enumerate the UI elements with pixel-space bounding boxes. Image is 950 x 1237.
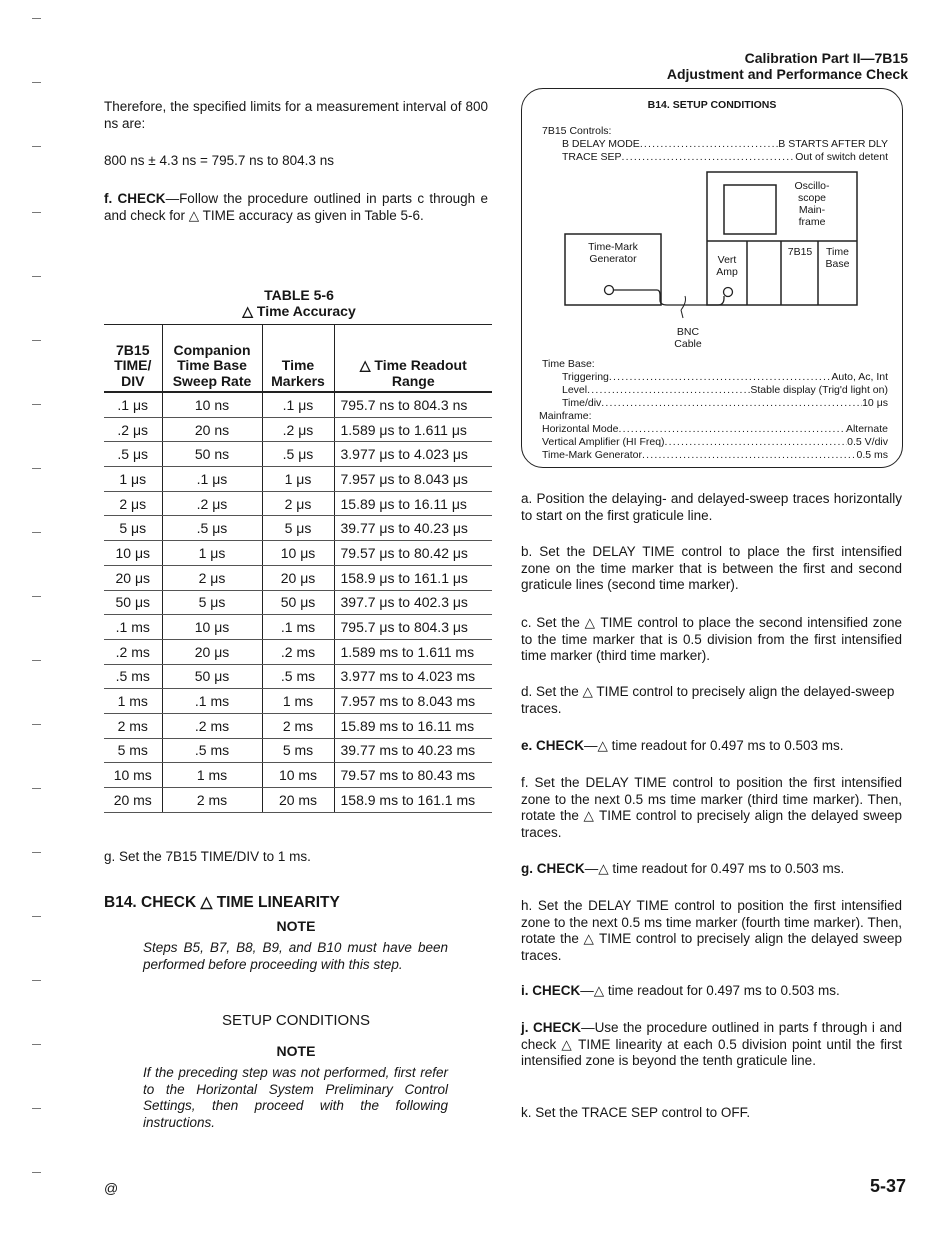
cell-time-div: .1 μs	[104, 392, 162, 417]
mainframe-setting-label: Time-Mark Generator	[542, 449, 642, 461]
mainframe-setting-label: Horizontal Mode	[542, 423, 619, 435]
cell-readout-range: 15.89 μs to 16.11 μs	[334, 491, 492, 516]
cell-sweep-rate: .5 μs	[162, 516, 262, 541]
header-title: Calibration Part II—7B15	[744, 50, 908, 66]
table-title: TABLE 5-6	[264, 287, 334, 303]
margin-mark	[32, 82, 41, 83]
table-row	[104, 788, 492, 813]
margin-mark	[32, 1044, 41, 1045]
cell-sweep-rate: 2 μs	[162, 565, 262, 590]
step-e-paragraph	[521, 738, 902, 755]
cell-time-markers: 1 ms	[262, 689, 334, 714]
cell-readout-range: 79.57 ms to 80.43 ms	[334, 763, 492, 788]
margin-mark	[32, 212, 41, 213]
dot-leader	[601, 397, 862, 410]
cell-sweep-rate: 10 ns	[162, 392, 262, 417]
control-setting	[562, 151, 888, 164]
timebase-setting-label: Triggering	[562, 371, 609, 383]
cell-sweep-rate: 50 ns	[162, 442, 262, 467]
vert-amp-label: Vert Amp	[716, 254, 738, 278]
dot-leader	[642, 449, 857, 462]
step-g-paragraph: g. Set the 7B15 TIME/DIV to 1 ms.	[104, 849, 311, 864]
cell-sweep-rate: 1 ms	[162, 763, 262, 788]
settings-section	[539, 358, 888, 462]
step-f-paragraph	[104, 191, 488, 224]
footer-symbol: @	[104, 1180, 119, 1196]
step-e-label: e. CHECK	[521, 738, 585, 753]
table-row	[104, 738, 492, 763]
cell-readout-range: 79.57 μs to 80.42 μs	[334, 541, 492, 566]
margin-mark	[32, 852, 41, 853]
cell-sweep-rate: 20 ns	[162, 417, 262, 442]
cell-time-markers: 20 ms	[262, 788, 334, 813]
oscilloscope-label: Oscillo- scope Main- frame	[794, 180, 830, 228]
step-i-paragraph	[521, 983, 902, 1000]
margin-mark	[32, 980, 41, 981]
cell-time-markers: 1 μs	[262, 467, 334, 492]
timebase-heading: Time Base:	[542, 358, 595, 370]
cell-time-div: .5 μs	[104, 442, 162, 467]
cell-time-markers: .1 μs	[262, 392, 334, 417]
table-row	[104, 763, 492, 788]
setup-conditions-heading: SETUP CONDITIONS	[221, 1012, 371, 1029]
cell-time-div: 10 μs	[104, 541, 162, 566]
note-title-2: NOTE	[276, 1043, 316, 1059]
cell-time-div: .5 ms	[104, 664, 162, 689]
cell-time-markers: .1 ms	[262, 615, 334, 640]
table-subtitle: △ Time Accuracy	[242, 303, 356, 319]
margin-mark	[32, 660, 41, 661]
section-heading: B14. CHECK △ TIME LINEARITY	[104, 894, 340, 911]
table-row	[104, 541, 492, 566]
cell-readout-range: 7.957 ms to 8.043 ms	[334, 689, 492, 714]
generator-label: Time-Mark Generator	[588, 241, 638, 265]
cell-readout-range: 3.977 ms to 4.023 ms	[334, 664, 492, 689]
margin-mark	[32, 596, 41, 597]
table-row	[104, 417, 492, 442]
table-caption	[104, 287, 494, 319]
step-i-text: —△ time readout for 0.497 ms to 0.503 ms.	[580, 983, 840, 998]
step-e-text: —△ time readout for 0.497 ms to 0.503 ms.	[584, 738, 844, 753]
cell-sweep-rate: 2 ms	[162, 788, 262, 813]
cell-time-markers: 2 μs	[262, 491, 334, 516]
margin-mark	[32, 404, 41, 405]
cell-time-markers: 10 μs	[262, 541, 334, 566]
dot-leader	[609, 371, 831, 384]
dot-leader	[640, 138, 778, 151]
cell-time-markers: 20 μs	[262, 565, 334, 590]
controls-section	[542, 125, 888, 164]
cell-readout-range: 39.77 ms to 40.23 ms	[334, 738, 492, 763]
cell-readout-range: 39.77 μs to 40.23 μs	[334, 516, 492, 541]
cell-readout-range: 15.89 ms to 16.11 ms	[334, 713, 492, 738]
timebase-setting-value: Auto, Ac, Int	[831, 371, 888, 383]
step-f-label: f. CHECK	[104, 191, 166, 206]
timebase-setting-label: Level	[562, 384, 588, 396]
step-g-right-paragraph	[521, 861, 902, 878]
mainframe-setting-value: 0.5 ms	[856, 449, 888, 461]
margin-mark	[32, 340, 41, 341]
table-row	[104, 689, 492, 714]
cell-readout-range: 795.7 ns to 804.3 ns	[334, 392, 492, 417]
cell-time-div: .2 μs	[104, 417, 162, 442]
table-row	[104, 713, 492, 738]
col-header-time-markers: Time Markers	[262, 325, 334, 393]
timebase-label: Time Base	[825, 246, 850, 270]
margin-mark	[32, 146, 41, 147]
cell-time-div: 5 ms	[104, 738, 162, 763]
mainframe-setting-value: 0.5 V/div	[847, 436, 888, 448]
margin-mark	[32, 1108, 41, 1109]
margin-mark	[32, 788, 41, 789]
cell-time-markers: 10 ms	[262, 763, 334, 788]
dot-leader	[622, 151, 796, 164]
note-title: NOTE	[276, 918, 316, 934]
control-setting	[562, 138, 888, 151]
cell-time-div: 5 μs	[104, 516, 162, 541]
cell-time-div: 50 μs	[104, 590, 162, 615]
note-text: Steps B5, B7, B8, B9, and B10 must have been performed before proceeding with this step.	[143, 940, 448, 972]
timebase-list	[542, 371, 888, 410]
setup-diagram	[521, 168, 903, 358]
step-g-label: g. CHECK	[521, 861, 585, 876]
step-k-paragraph: k. Set the TRACE SEP control to OFF.	[521, 1105, 751, 1120]
table-body	[104, 392, 492, 812]
mainframe-heading: Mainframe:	[539, 410, 592, 422]
mainframe-setting	[542, 436, 888, 449]
table-row	[104, 639, 492, 664]
mainframe-list	[542, 423, 888, 462]
margin-mark	[32, 468, 41, 469]
cell-sweep-rate: 20 μs	[162, 639, 262, 664]
step-f-text: —Follow the procedure outlined in parts c through e and check for △ TIME accuracy as given in Table 5-6.	[104, 191, 488, 223]
mainframe-setting	[542, 449, 888, 462]
timebase-setting	[562, 397, 888, 410]
cell-time-div: 20 ms	[104, 788, 162, 813]
cell-time-div: .1 ms	[104, 615, 162, 640]
page-number: 5-37	[869, 1176, 906, 1196]
cell-sweep-rate: .2 μs	[162, 491, 262, 516]
step-j-text: —Use the procedure outlined in parts f through i and check △ TIME linearity at each 0.5 division point until the first intensified zone is beyond the tenth graticule line.	[521, 1020, 902, 1068]
table-row	[104, 392, 492, 417]
step-j-paragraph	[521, 1020, 902, 1070]
cell-time-markers: .2 μs	[262, 417, 334, 442]
cell-time-div: 2 μs	[104, 491, 162, 516]
table-row	[104, 565, 492, 590]
col-header-sweep-rate: Companion Time Base Sweep Rate	[162, 325, 262, 393]
cell-time-markers: 50 μs	[262, 590, 334, 615]
step-c-paragraph: c. Set the △ TIME control to place the second intensified zone to the time marker that is 0.5 division from the first intensified time marker (third time marker).	[521, 615, 902, 663]
vert-amp-input-connector	[724, 288, 733, 297]
col-header-readout-range: △ Time Readout Range	[334, 325, 492, 393]
cell-readout-range: 1.589 ms to 1.611 ms	[334, 639, 492, 664]
mainframe-setting-label: Vertical Amplifier (HI Freq)	[542, 436, 665, 448]
timebase-setting-value: Stable display (Trig'd light on)	[750, 384, 888, 396]
cell-sweep-rate: 5 μs	[162, 590, 262, 615]
header-subtitle: Adjustment and Performance Check	[666, 66, 908, 82]
control-setting-value: Out of switch detent	[795, 151, 888, 163]
cell-sweep-rate: .2 ms	[162, 713, 262, 738]
cell-sweep-rate: 50 μs	[162, 664, 262, 689]
table-row	[104, 491, 492, 516]
cell-readout-range: 1.589 μs to 1.611 μs	[334, 417, 492, 442]
cell-time-div: 2 ms	[104, 713, 162, 738]
cell-time-markers: 5 μs	[262, 516, 334, 541]
step-j-label: j. CHECK	[521, 1020, 582, 1035]
step-d-paragraph: d. Set the △ TIME control to precisely align the delayed-sweep traces.	[521, 684, 895, 716]
control-setting-label: TRACE SEP	[562, 151, 622, 163]
cell-sweep-rate: 10 μs	[162, 615, 262, 640]
cell-time-markers: .5 μs	[262, 442, 334, 467]
controls-heading: 7B15 Controls:	[542, 125, 612, 137]
cell-readout-range: 7.957 μs to 8.043 μs	[334, 467, 492, 492]
step-f-right-paragraph: f. Set the DELAY TIME control to position the first intensified zone to the next 0.5 ms time marker (third time marker). Then, rotate the △ TIME control to precisely align the delayed sweep traces.	[521, 775, 902, 840]
table-row	[104, 442, 492, 467]
intro-paragraph: Therefore, the specified limits for a measurement interval of 800 ns are:	[104, 99, 488, 131]
timebase-setting-label: Time/div	[562, 397, 602, 409]
cell-sweep-rate: .1 ms	[162, 689, 262, 714]
margin-mark	[32, 276, 41, 277]
limits-formula: 800 ns ± 4.3 ns = 795.7 ns to 804.3 ns	[104, 153, 334, 168]
cell-time-div: 20 μs	[104, 565, 162, 590]
cell-time-div: .2 ms	[104, 639, 162, 664]
table-row	[104, 516, 492, 541]
margin-mark	[32, 1172, 41, 1173]
cell-sweep-rate: .1 μs	[162, 467, 262, 492]
table-row	[104, 467, 492, 492]
cell-readout-range: 158.9 μs to 161.1 μs	[334, 565, 492, 590]
timebase-setting-value: 10 μs	[862, 397, 888, 409]
cell-readout-range: 795.7 μs to 804.3 μs	[334, 615, 492, 640]
timebase-setting	[562, 384, 888, 397]
step-h-paragraph: h. Set the DELAY TIME control to position the first intensified zone to the next 0.5 ms time marker (fourth time marker). Then, rotate the △ TIME control to precisely align the delayed sweep traces.	[521, 898, 902, 963]
time-accuracy-table	[104, 324, 492, 813]
cell-readout-range: 397.7 μs to 402.3 μs	[334, 590, 492, 615]
cell-time-div: 10 ms	[104, 763, 162, 788]
cell-readout-range: 3.977 μs to 4.023 μs	[334, 442, 492, 467]
control-setting-label: B DELAY MODE	[562, 138, 640, 150]
cell-time-markers: 2 ms	[262, 713, 334, 738]
cell-time-markers: .2 ms	[262, 639, 334, 664]
table-row	[104, 664, 492, 689]
col-header-time-div: 7B15 TIME/ DIV	[104, 325, 162, 393]
step-g-text: —△ time readout for 0.497 ms to 0.503 ms.	[584, 861, 845, 876]
cell-time-markers: .5 ms	[262, 664, 334, 689]
dot-leader	[618, 423, 846, 436]
table-header-row	[104, 325, 492, 393]
cable-label: BNC Cable	[674, 326, 702, 350]
margin-mark	[32, 18, 41, 19]
timebase-setting	[562, 371, 888, 384]
generator-output-connector	[605, 286, 614, 295]
cell-time-div: 1 μs	[104, 467, 162, 492]
note-text-2: If the preceding step was not performed, first refer to the Horizontal System Preliminary Control Settings, then proceed with the following instructions.	[143, 1065, 448, 1130]
table-row	[104, 590, 492, 615]
cell-time-div: 1 ms	[104, 689, 162, 714]
table-row	[104, 615, 492, 640]
cell-sweep-rate: .5 ms	[162, 738, 262, 763]
crt-screen	[724, 185, 776, 234]
cell-readout-range: 158.9 ms to 161.1 ms	[334, 788, 492, 813]
dot-leader	[587, 384, 750, 397]
control-setting-value: B STARTS AFTER DLY	[778, 138, 888, 150]
cell-time-markers: 5 ms	[262, 738, 334, 763]
margin-mark	[32, 916, 41, 917]
setup-box-title: B14. SETUP CONDITIONS	[647, 99, 777, 111]
step-b-paragraph: b. Set the DELAY TIME control to place the first intensified zone on the time marker that is between the first and second graticule lines (second time marker).	[521, 544, 902, 592]
page-header	[667, 50, 908, 82]
margin-mark	[32, 532, 41, 533]
mainframe-setting-value: Alternate	[845, 423, 888, 435]
step-i-label: i. CHECK	[521, 983, 581, 998]
margin-mark	[32, 724, 41, 725]
controls-list	[542, 138, 888, 164]
step-a-paragraph: a. Position the delaying- and delayed-sweep traces horizontally to start on the first graticule line.	[521, 491, 902, 523]
cell-sweep-rate: 1 μs	[162, 541, 262, 566]
dot-leader	[665, 436, 848, 449]
mainframe-setting	[542, 423, 888, 436]
plugin-label: 7B15	[787, 246, 813, 258]
